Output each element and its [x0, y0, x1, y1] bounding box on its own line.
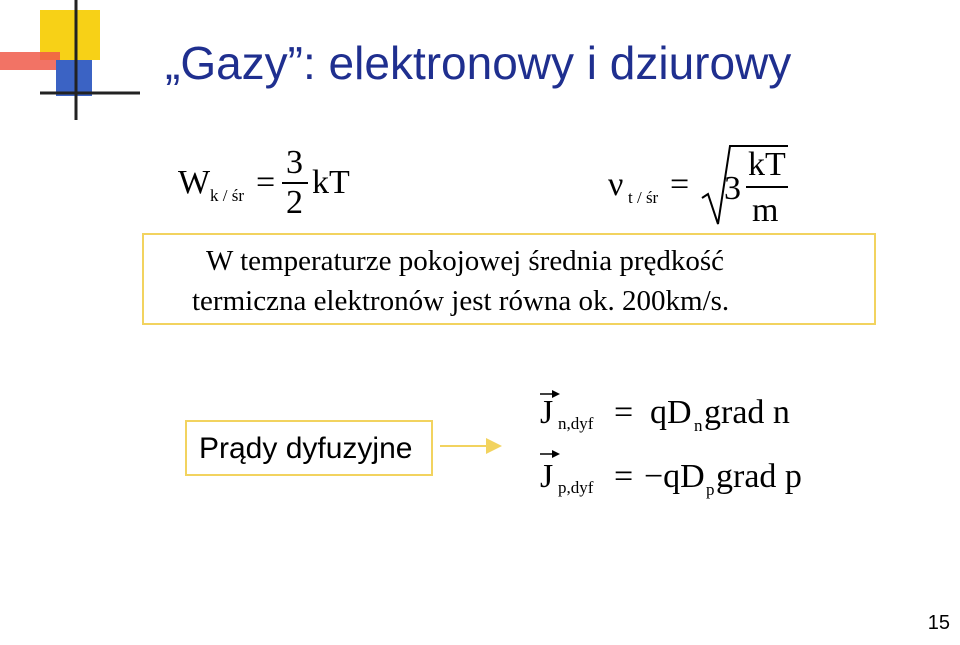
- hole-current-rhs-subscript: p: [706, 480, 715, 499]
- page-number: 15: [927, 612, 950, 634]
- slide-title: „Gazy”: elektronowy i dziurowy: [165, 37, 792, 89]
- velocity-coefficient: 3: [724, 170, 741, 207]
- energy-subscript: k / śr: [210, 186, 244, 205]
- info-line-1: W temperaturze pokojowej średnia prędkość: [206, 245, 725, 277]
- velocity-equals: =: [670, 166, 690, 203]
- electron-current-symbol: J: [540, 394, 554, 431]
- energy-rhs: kT: [312, 164, 350, 201]
- logo-red-bar: [0, 52, 60, 70]
- velocity-formula: [608, 140, 808, 235]
- diffusion-currents-box: [185, 420, 433, 476]
- velocity-numerator: kT: [748, 146, 786, 183]
- hole-diffusion-formula: [538, 448, 818, 498]
- electron-diffusion-formula: [538, 388, 818, 438]
- info-line-2: termiczna elektronów jest równa ok. 200km/s.: [192, 285, 730, 317]
- energy-equals: =: [256, 164, 276, 201]
- hole-current-subscript: p,dyf: [558, 478, 594, 497]
- slide-logo: [0, 0, 140, 120]
- info-box: [142, 233, 876, 325]
- energy-formula: [178, 144, 378, 230]
- velocity-symbol: ν: [608, 166, 624, 203]
- hole-current-equals: =: [614, 458, 634, 495]
- electron-current-rhs-tail: grad n: [704, 394, 790, 431]
- energy-symbol: W: [178, 164, 211, 201]
- hole-current-rhs: −qD: [644, 458, 705, 495]
- electron-current-rhs: qD: [650, 394, 692, 431]
- electron-current-subscript: n,dyf: [558, 414, 594, 433]
- diffusion-currents-label: Prądy dyfuzyjne: [199, 432, 413, 465]
- arrow-right-icon: [440, 436, 502, 456]
- hole-current-rhs-tail: grad p: [716, 458, 802, 495]
- electron-current-equals: =: [614, 394, 634, 431]
- electron-current-rhs-subscript: n: [694, 416, 703, 435]
- logo-blue-square: [56, 60, 92, 96]
- energy-denominator: 2: [286, 184, 303, 221]
- hole-current-symbol: J: [540, 458, 554, 495]
- velocity-subscript: t / śr: [628, 188, 659, 207]
- energy-numerator: 3: [286, 144, 303, 181]
- velocity-fraction-bar: [746, 186, 788, 188]
- velocity-denominator: m: [752, 192, 779, 229]
